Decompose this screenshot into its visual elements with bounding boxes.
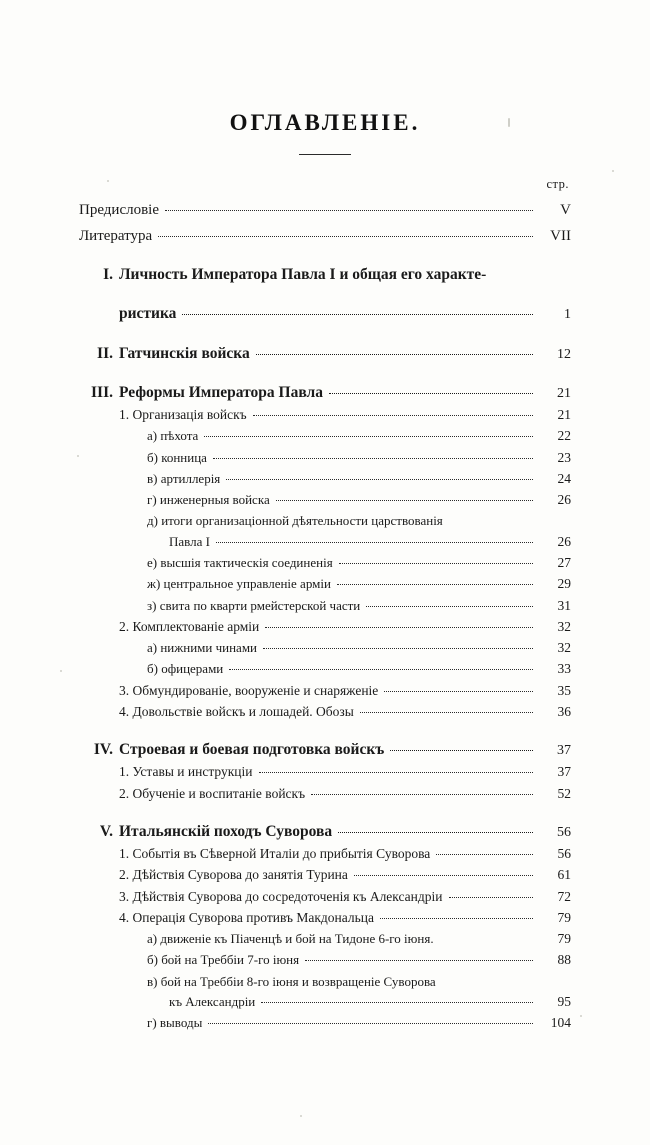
toc-entry[interactable]	[79, 553, 571, 573]
toc-entry-label: д) итоги организаціонной дѣятельности царствованія	[147, 513, 443, 529]
toc-entry-label: Гатчинскія войска	[119, 344, 250, 362]
toc-leader-dots	[182, 314, 533, 315]
toc-entry-label: е) высшія тактическія соединенія	[147, 555, 333, 570]
toc-entry-label: б) бой на Треббіи 7-го іюня	[147, 952, 300, 968]
toc-entry[interactable]	[79, 263, 571, 286]
chapter-number: III.	[91, 383, 113, 401]
toc-page-number: VII	[550, 227, 571, 244]
toc-leader-dots	[263, 648, 533, 649]
toc-entry-label: Личность Императора Павла I и общая его характе-	[119, 266, 487, 283]
toc-entry[interactable]	[79, 342, 571, 365]
toc-page-number: 27	[557, 555, 571, 570]
toc-page-number: 95	[557, 994, 571, 1009]
toc-entry[interactable]	[79, 1013, 571, 1033]
toc-leader-dots	[360, 712, 533, 713]
document-page	[0, 110, 650, 1145]
toc-entry-label: в) бой на Треббіи 8-го іюня и возвращеніе Суворова	[147, 973, 436, 989]
toc-page-number: 88	[557, 952, 571, 968]
toc-page-number: 61	[557, 867, 571, 883]
toc-page-number: 12	[557, 346, 571, 362]
toc-leader-dots	[213, 458, 533, 459]
toc-page-number: 37	[557, 743, 571, 758]
toc-entry-label: 1. Организація войскъ	[119, 407, 247, 422]
toc-entry-label: г) выводы	[147, 1015, 203, 1031]
toc-page-number: 72	[557, 888, 571, 904]
toc-leader-dots	[436, 854, 533, 855]
toc-page-number: 1	[564, 307, 571, 323]
toc-entry[interactable]	[79, 225, 571, 248]
toc-entry[interactable]	[79, 574, 571, 594]
toc-entry[interactable]	[79, 681, 571, 701]
toc-entry-label: б) конница	[147, 449, 207, 465]
toc-entry-label: 2. Дѣйствія Суворова до занятія Турина	[119, 867, 348, 883]
toc-entry-label: 4. Операція Суворова противъ Макдональца	[119, 909, 374, 925]
toc-page-number: 56	[557, 846, 571, 861]
toc-entry[interactable]	[79, 908, 571, 928]
toc-page-number: 23	[557, 449, 571, 465]
toc-entry[interactable]	[79, 405, 571, 425]
toc-leader-dots	[253, 415, 533, 416]
toc-leader-dots	[305, 960, 533, 961]
toc-entry[interactable]	[79, 469, 571, 489]
toc-entry[interactable]	[79, 992, 571, 1012]
toc-leader-dots	[337, 584, 533, 585]
toc-entry[interactable]	[79, 426, 571, 446]
toc-leader-dots	[261, 1002, 533, 1003]
toc-entry-label: ристика	[119, 305, 177, 323]
toc-leader-dots	[256, 354, 533, 355]
scan-speck	[77, 455, 79, 457]
toc-page-number: 56	[557, 824, 571, 840]
toc-page-number: 37	[557, 764, 571, 780]
toc-page-number: 79	[557, 931, 571, 946]
toc-entry[interactable]	[79, 381, 571, 404]
toc-page-number: 26	[557, 533, 571, 549]
toc-page-number: 35	[557, 682, 571, 698]
toc-entry-label: Итальянскій походъ Суворова	[119, 822, 333, 840]
toc-entry[interactable]	[79, 511, 571, 531]
toc-page-number: 33	[557, 661, 571, 677]
toc-leader-dots	[380, 918, 533, 919]
toc-page-number: 21	[557, 385, 571, 401]
toc-entry-label: ж) центральное управленіе арміи	[147, 576, 331, 592]
toc-entry[interactable]	[79, 762, 571, 782]
toc-entry-label: Литература	[79, 227, 153, 244]
page-title: ОГЛАВЛЕНІЕ.	[229, 110, 421, 135]
scan-speck	[580, 1015, 582, 1017]
toc-leader-dots	[226, 479, 533, 480]
toc-entry-label: а) движеніе къ Піаченцѣ и бой на Тидоне 6-го іюня.	[147, 931, 434, 946]
toc-entry[interactable]	[79, 199, 571, 222]
toc-entry-label: 4. Довольствіе войскъ и лошадей. Обозы	[119, 703, 354, 719]
toc-leader-dots	[265, 627, 533, 628]
toc-leader-dots	[311, 794, 533, 795]
toc-entry[interactable]	[79, 972, 571, 992]
toc-leader-dots	[329, 393, 533, 394]
chapter-number: I.	[103, 266, 113, 283]
toc-entry-label: Строевая и боевая подготовка войскъ	[119, 741, 385, 758]
toc-page-number: 29	[557, 576, 571, 592]
toc-leader-dots	[204, 436, 533, 437]
chapter-number: V.	[99, 822, 113, 840]
scan-speck	[107, 180, 109, 182]
table-of-contents	[79, 177, 571, 1034]
toc-entry[interactable]	[79, 448, 571, 468]
toc-entry[interactable]	[79, 702, 571, 722]
toc-entry[interactable]	[79, 490, 571, 510]
toc-entry[interactable]	[79, 738, 571, 761]
toc-entry[interactable]	[79, 784, 571, 804]
toc-leader-dots	[390, 750, 533, 751]
toc-entry-label: а) нижними чинами	[147, 640, 257, 655]
toc-entry[interactable]	[79, 820, 571, 843]
page-column-header: стр.	[546, 177, 569, 191]
toc-page-number: 21	[557, 407, 571, 422]
toc-page-number: 104	[550, 1015, 571, 1031]
toc-entry[interactable]	[79, 844, 571, 864]
toc-entry-label: в) артиллерія	[147, 470, 221, 486]
toc-page-number: V	[560, 202, 571, 218]
toc-entry-label: Предисловіе	[79, 202, 160, 218]
toc-page-number: 32	[557, 640, 571, 655]
toc-entry-label: Реформы Императора Павла	[119, 383, 323, 401]
toc-entry-label: Павла I	[169, 533, 210, 549]
toc-list	[79, 199, 571, 1034]
toc-entry[interactable]	[79, 950, 571, 970]
scan-speck	[60, 670, 62, 672]
toc-entry-label: 3. Обмундированіе, вооруженіе и снаряженіе	[119, 682, 379, 698]
toc-page-number: 26	[557, 492, 571, 507]
toc-entry[interactable]	[79, 617, 571, 637]
toc-leader-dots	[338, 832, 533, 833]
toc-page-number: 32	[557, 618, 571, 634]
toc-entry-label: з) свита по кварти рмейстерской части	[147, 597, 361, 613]
chapter-number: II.	[97, 344, 113, 362]
toc-entry-label: а) пѣхота	[147, 428, 199, 444]
toc-leader-dots	[216, 542, 533, 543]
toc-entry-label: 1. Уставы и инструкціи	[119, 764, 253, 780]
toc-entry-label: къ Александріи	[169, 994, 256, 1009]
toc-entry-label: 2. Обученіе и воспитаніе войскъ	[119, 785, 306, 801]
toc-entry-label: 1. Событія въ Сѣверной Италіи до прибытія Суворова	[119, 846, 431, 861]
toc-leader-dots	[339, 563, 533, 564]
toc-page-number: 22	[557, 428, 571, 444]
toc-entry-label: 2. Комплектованіе арміи	[119, 618, 260, 634]
toc-page-number: 36	[557, 703, 571, 719]
toc-leader-dots	[354, 875, 533, 876]
toc-page-number: 31	[557, 597, 571, 613]
toc-entry[interactable]	[79, 532, 571, 552]
toc-leader-dots	[229, 669, 533, 670]
scan-speck	[508, 118, 510, 127]
toc-leader-dots	[276, 500, 533, 501]
toc-entry[interactable]	[79, 302, 571, 325]
toc-page-number: 24	[557, 470, 571, 486]
scan-speck	[612, 170, 614, 172]
toc-entry-label: б) офицерами	[147, 661, 224, 677]
toc-leader-dots	[259, 772, 534, 773]
toc-leader-dots	[165, 210, 533, 211]
toc-entry[interactable]	[79, 596, 571, 616]
toc-entry-label: 3. Дѣйствія Суворова до сосредоточенія къ Александріи	[119, 888, 443, 904]
toc-leader-dots	[208, 1023, 533, 1024]
toc-page-number: 79	[557, 909, 571, 925]
toc-entry[interactable]	[79, 659, 571, 679]
toc-leader-dots	[366, 606, 533, 607]
toc-entry[interactable]	[79, 929, 571, 949]
scan-speck	[300, 1115, 302, 1117]
toc-page-number: 52	[557, 785, 571, 801]
chapter-number: IV.	[93, 741, 113, 758]
toc-entry[interactable]	[79, 638, 571, 658]
toc-entry[interactable]	[79, 887, 571, 907]
toc-leader-dots	[384, 691, 533, 692]
title-divider	[299, 154, 351, 155]
toc-leader-dots	[158, 236, 533, 237]
toc-entry[interactable]	[79, 865, 571, 885]
toc-entry-label: г) инженерныя войска	[147, 492, 270, 507]
toc-leader-dots	[449, 897, 534, 898]
